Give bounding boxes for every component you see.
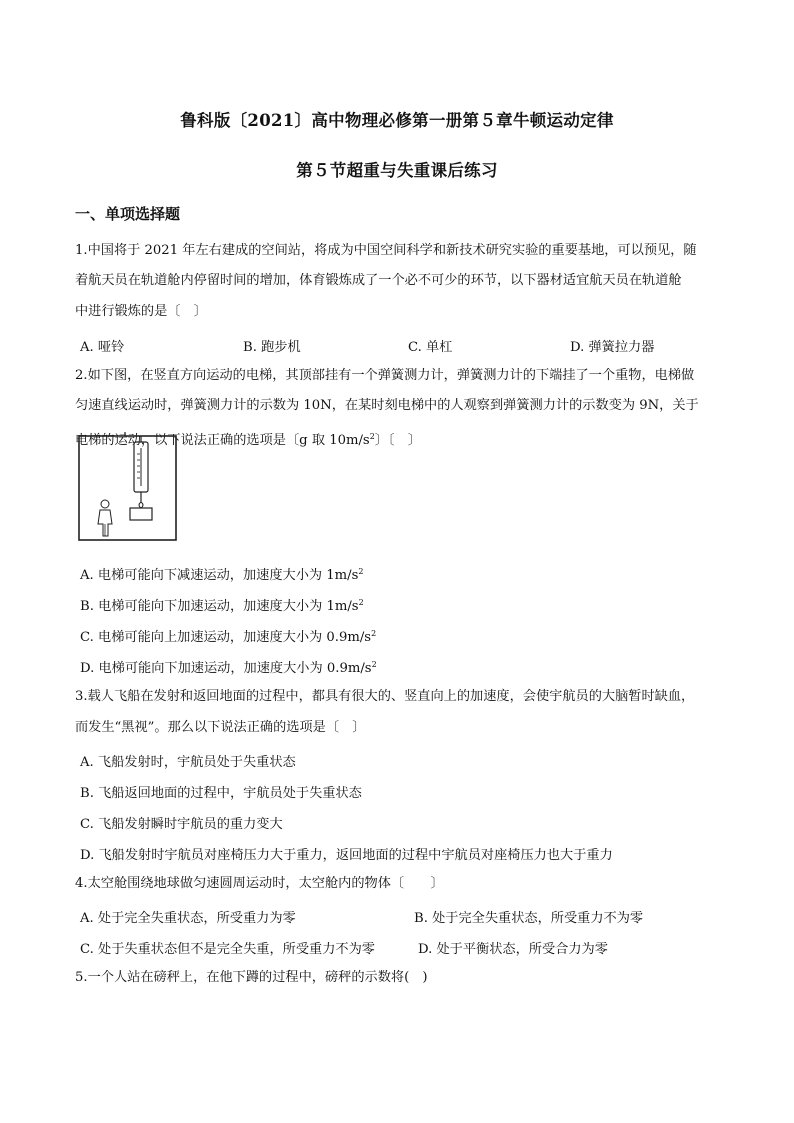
q4-option-c: C. 处于失重状态但不是完全失重，所受重力不为零 — [80, 942, 375, 957]
q2-text-line1: 2.如下图，在竖直方向运动的电梯，其顶部挂有一个弹簧测力计，弹簧测力计的下端挂了一个重物，电梯做 — [75, 368, 695, 383]
q2-option-d: D. 电梯可能向下加速运动，加速度大小为 $0.9m/s^2$ — [80, 660, 377, 676]
q4-option-b: B. 处于完全失重状态，所受重力不为零 — [414, 911, 644, 926]
q4-option-d: D. 处于平衡状态，所受合力为零 — [418, 942, 608, 957]
q5-text-line1: 5.一个人站在磅秤上，在他下蹲的过程中，磅秤的示数将( ) — [75, 970, 428, 985]
q4-option-a: A. 处于完全失重状态，所受重力为零 — [80, 911, 296, 926]
q3-option-b: B. 飞船返回地面的过程中，宇航员处于失重状态 — [80, 786, 362, 801]
q3-option-a: A. 飞船发射时，宇航员处于失重状态 — [80, 755, 296, 770]
section-heading: 一、单项选择题 — [75, 205, 181, 223]
q1-text-line1: 1.中国将于 2021 年左右建成的空间站，将成为中国空间科学和新技术研究实验的重要基地，可以预见，随 — [75, 243, 697, 258]
q2-option-c: C. 电梯可能向上加速运动，加速度大小为 $0.9m/s^2$ — [80, 629, 377, 645]
q3-option-c: C. 飞船发射瞬时宇航员的重力变大 — [80, 817, 283, 832]
q2-option-a: A. 电梯可能向下减速运动，加速度大小为 $1m/s^2$ — [80, 567, 364, 583]
q2-option-b: B. 电梯可能向下加速运动，加速度大小为 $1m/s^2$ — [80, 598, 364, 614]
elevator-figure — [78, 432, 178, 544]
page-subtitle: 第５节超重与失重课后练习 — [296, 161, 498, 180]
q2-text-line3: 电梯的运动，以下说法正确的选项是〔g 取 $10m/s^2$〕〔 〕 — [75, 432, 421, 448]
q3-text-line2: 而发生“黑视”。那么以下说法正确的选项是〔 〕 — [75, 720, 366, 735]
q3-text-line1: 3.载人飞船在发射和返回地面的过程中，都具有很大的、竖直向上的加速度，会使宇航员的大脑暂时缺血， — [75, 689, 695, 704]
q3-option-d: D. 飞船发射时宇航员对座椅压力大于重力，返回地面的过程中宇航员对座椅压力也大于重力 — [80, 848, 613, 863]
q1-option-a: A. 哑铃 — [80, 340, 125, 355]
q1-text-line3: 中进行锻炼的是〔 〕 — [75, 304, 207, 319]
q1-text-line2: 着航天员在轨道舱内停留时间的增加，体育锻炼成了一个必不可少的环节，以下器材适宜航天员在轨道舱 — [75, 273, 682, 288]
page-title: 鲁科版〔2021〕高中物理必修第一册第５章牛顿运动定律 — [180, 111, 614, 130]
q2-text-line2: 匀速直线运动时，弹簧测力计的示数为 10N，在某时刻电梯中的人观察到弹簧测力计的示数变为 9N，关于 — [75, 398, 699, 413]
q1-option-d: D. 弹簧拉力器 — [570, 340, 655, 355]
q1-option-c: C. 单杠 — [408, 340, 453, 355]
q4-text-line1: 4.太空舱围绕地球做匀速圆周运动时，太空舱内的物体〔 〕 — [75, 876, 444, 891]
q1-option-b: B. 跑步机 — [243, 340, 301, 355]
